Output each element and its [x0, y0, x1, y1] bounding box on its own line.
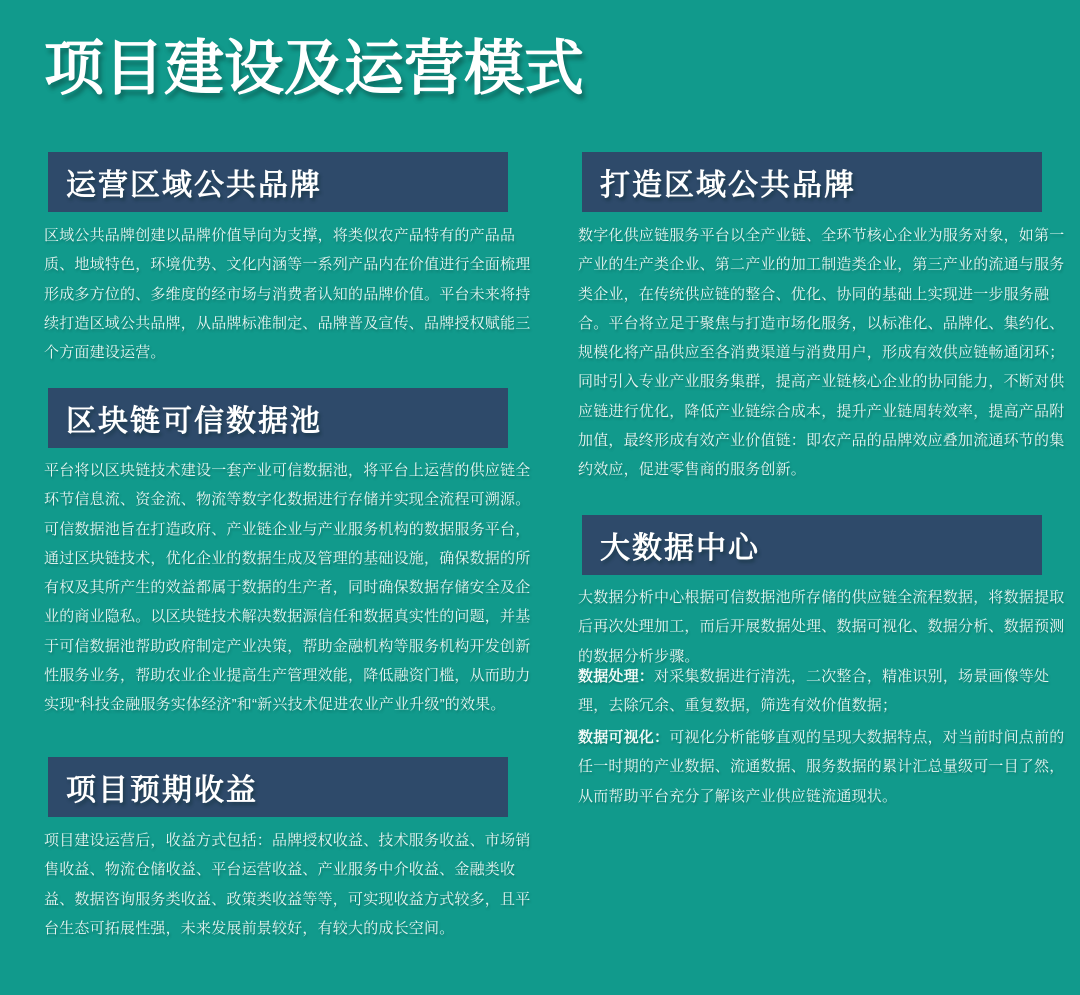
paragraph-data-visualization [578, 723, 1066, 811]
panel-building-regional-public-brand [582, 152, 1042, 212]
paragraph-blockchain-trusted-data-pool: 平台将以区块链技术建设一套产业可信数据池，将平台上运营的供应链全环节信息流、资金流、物流等数字化数据进行存储并实现全流程可溯源。可信数据池旨在打造政府、产业链企业与产业服务机构的数据服务平台，通过区块链技术，优化企业的数据生成及管理的基础设施，确保数据的所有权及其所产生的效益都属于数据的生产者，同时确保数据存储安全及企业的商业隐私。以区块链技术解决数据源信任和数据真实性的问题，并基于可信数据池帮助政府制定产业决策，帮助金融机构等服务机构开发创新性服务业务，帮助农业企业提高生产管理效能，降低融资门槛，从而助力实现“科技金融服务实体经济”和“新兴技术促进农业产业升级”的效果。 [44, 462, 531, 714]
panel-heading: 运营区域公共品牌 [66, 169, 322, 202]
paragraph-operating-regional-public-brand: 区域公共品牌创建以品牌价值导向为支撑，将类似农产品特有的产品品质、地域特色，环境优势、文化内涵等一系列产品内在价值进行全面梳理形成多方位的、多维度的经市场与消费者认知的品牌价值。平台未来将持续打造区域公共品牌，从品牌标准制定、品牌普及宣传、品牌授权赋能三个方面建设运营。 [44, 227, 531, 362]
panel-blockchain-trusted-data-pool [48, 388, 508, 448]
data-processing-text: 对采集数据进行清洗，二次整合，精准识别，场景画像等处理，去除冗余、重复数据，筛选有效价值数据； [578, 668, 1050, 715]
data-processing-label: 数据处理： [578, 668, 655, 685]
data-visualization-label: 数据可视化： [578, 729, 670, 746]
paragraph-big-data-center-intro: 大数据分析中心根据可信数据池所存储的供应链全流程数据，将数据提取后再次处理加工，而后开展数据处理、数据可视化、数据分析、数据预测的数据分析步骤。 [578, 589, 1065, 665]
panel-project-expected-revenue [48, 757, 508, 817]
panel-big-data-center [582, 515, 1042, 575]
page-title: 项目建设及运营模式 [44, 35, 584, 102]
panel-heading: 打造区域公共品牌 [600, 169, 856, 202]
panel-heading: 项目预期收益 [66, 774, 258, 807]
paragraph-building-regional-public-brand: 数字化供应链服务平台以全产业链、全环节核心企业为服务对象，如第一产业的生产类企业、第二产业的加工制造类企业，第三产业的流通与服务类企业，在传统供应链的整合、优化、协同的基础上实现进一步服务融合。平台将立足于聚焦与打造市场化服务，以标准化、品牌化、集约化、规模化将产品供应至各消费渠道与消费用户，形成有效供应链畅通闭环；同时引入专业产业服务集群，提高产业链核心企业的协同能力，不断对供应链进行优化，降低产业链综合成本，提升产业链周转效率，提高产品附加值，最终形成有效产业价值链：即农产品的品牌效应叠加流通环节的集约效应，促进零售商的服务创新。 [578, 227, 1065, 479]
paragraph-data-processing [578, 662, 1066, 721]
panel-heading: 区块链可信数据池 [66, 405, 322, 438]
panel-heading: 大数据中心 [600, 532, 760, 565]
panel-operating-regional-public-brand [48, 152, 508, 212]
paragraph-project-expected-revenue: 项目建设运营后，收益方式包括：品牌授权收益、技术服务收益、市场销售收益、物流仓储收益、平台运营收益、产业服务中介收益、金融类收益、数据咨询服务类收益、政策类收益等等，可实现收益方式较多，且平台生态可拓展性强，未来发展前景较好，有较大的成长空间。 [44, 832, 531, 937]
data-visualization-text: 可视化分析能够直观的呈现大数据特点，对当前时间点前的任一时期的产业数据、流通数据、服务数据的累计汇总量级可一目了然，从而帮助平台充分了解该产业供应链流通现状。 [578, 729, 1065, 805]
